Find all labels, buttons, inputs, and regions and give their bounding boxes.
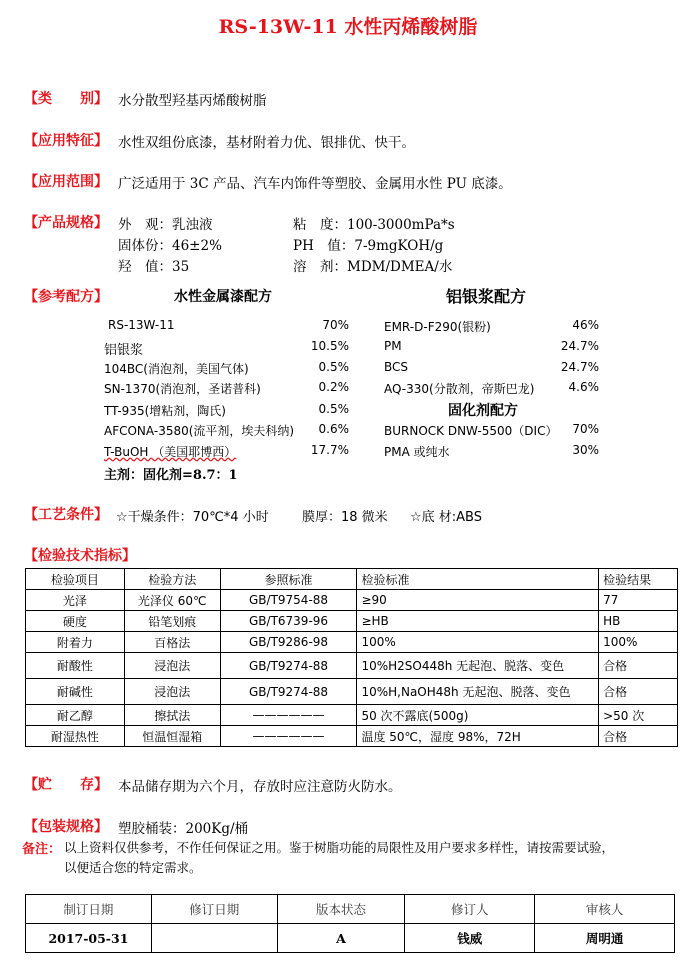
metal-item-name: AFCONA-3580(流平剂，埃夫科纳)	[104, 424, 295, 438]
inspection-table	[25, 568, 678, 747]
table-cell: 浸泡法	[124, 653, 220, 679]
silver-item-name: EMR-D-F290(银粉)	[384, 320, 491, 334]
storage-label: 【贮 存】	[24, 777, 108, 793]
spec-ph: PH 值：7-9mgKOH/g	[293, 238, 444, 254]
table-cell: 50 次不露底(500g)	[357, 705, 599, 726]
table-row	[26, 726, 678, 747]
inspection-label: 【检验技术指标】	[24, 548, 136, 564]
table-cell: 耐酸性	[26, 653, 125, 679]
scope-label: 【应用范围】	[24, 174, 108, 190]
curing-item-value: 30%	[572, 443, 599, 457]
table-row	[26, 653, 678, 679]
formula-label: 【参考配方】	[24, 289, 108, 305]
process-film: 膜厚：18 微米	[302, 510, 388, 525]
revision-value-row	[26, 924, 675, 953]
table-cell: ——————	[220, 726, 357, 747]
metal-item-name: SN-1370(消泡剂，圣诺普科)	[104, 382, 261, 396]
table-cell: 硬度	[26, 611, 125, 632]
revision-value	[151, 924, 277, 953]
revision-header: 审核人	[535, 895, 675, 924]
storage-text: 本品储存期为六个月，存放时应注意防火防水。	[118, 779, 402, 795]
table-cell: 百格法	[124, 632, 220, 653]
silver-item-value: 24.7%	[560, 339, 599, 353]
silver-formula-title: 铝银浆配方	[446, 287, 527, 306]
revision-header: 修订人	[405, 895, 535, 924]
revision-value: 周明通	[535, 924, 675, 953]
category-label: 【类 别】	[24, 91, 108, 107]
process-dry: ☆干燥条件：70℃*4 小时	[116, 510, 269, 525]
metal-item-value: 0.5%	[318, 402, 349, 416]
curing-item-value: 70%	[572, 422, 599, 436]
table-cell: 恒温恒湿箱	[124, 726, 220, 747]
specs-label: 【产品规格】	[24, 215, 108, 231]
metal-item-value: 17.7%	[310, 443, 349, 457]
metal-item-name: RS-13W-11	[108, 318, 175, 332]
table-row	[26, 632, 678, 653]
revision-header: 版本状态	[277, 895, 405, 924]
table-header: 参照标准	[220, 569, 357, 590]
table-cell: 浸泡法	[124, 679, 220, 705]
table-cell: 耐碱性	[26, 679, 125, 705]
note-label: 备注：	[22, 842, 62, 857]
table-cell: 擦拭法	[124, 705, 220, 726]
metal-item-value: 0.5%	[318, 360, 349, 374]
metal-item-value: 70%	[322, 318, 349, 332]
table-cell: GB/T6739-96	[220, 611, 357, 632]
note-line-2: 以便适合您的特定需求。	[64, 860, 202, 875]
table-cell: 77	[599, 590, 678, 611]
features-label: 【应用特征】	[24, 133, 108, 149]
metal-item-name: TT-935(增粘剂，陶氏)	[104, 404, 226, 418]
ratio-text: 主剂：固化剂=8.7：1	[104, 468, 238, 483]
table-row	[26, 590, 678, 611]
table-cell: 合格	[599, 653, 678, 679]
table-cell: GB/T9274-88	[220, 653, 357, 679]
table-cell: 合格	[599, 679, 678, 705]
process-substrate: ☆底 材:ABS	[410, 510, 483, 525]
table-header: 检验结果	[599, 569, 678, 590]
table-cell: 铅笔划痕	[124, 611, 220, 632]
table-cell: 耐湿热性	[26, 726, 125, 747]
process-label: 【工艺条件】	[24, 507, 108, 523]
table-header: 检验项目	[26, 569, 125, 590]
spec-hydroxyl: 羟 值：35	[118, 259, 190, 275]
table-row	[26, 611, 678, 632]
spec-appearance: 外 观：乳浊液	[118, 217, 213, 233]
revision-value: 2017-05-31	[26, 924, 152, 953]
table-row	[26, 679, 678, 705]
silver-item-value: 4.6%	[568, 380, 599, 394]
metal-item-name: 铝银浆	[104, 343, 144, 358]
curing-item-name: PMA 或纯水	[384, 445, 450, 459]
revision-table	[25, 894, 675, 953]
features-text: 水性双组份底漆，基材附着力优、银排优、快干。	[118, 135, 415, 151]
table-cell: >50 次	[599, 705, 678, 726]
silver-item-value: 46%	[572, 318, 599, 332]
table-cell: 10%H2SO448h 无起泡、脱落、变色	[357, 653, 599, 679]
table-cell: 合格	[599, 726, 678, 747]
packaging-text: 塑胶桶装：200Kg/桶	[118, 821, 249, 837]
table-cell: 温度 50℃，湿度 98%，72H	[357, 726, 599, 747]
silver-item-name: AQ-330(分散剂，帝斯巴龙)	[384, 382, 535, 396]
table-cell: 100%	[599, 632, 678, 653]
table-cell: ——————	[220, 705, 357, 726]
revision-header-row	[26, 895, 675, 924]
category-text: 水分散型羟基丙烯酸树脂	[118, 93, 267, 109]
table-cell: 100%	[357, 632, 599, 653]
metal-item-value: 0.2%	[318, 380, 349, 394]
silver-item-value: 24.7%	[560, 360, 599, 374]
metal-formula-title: 水性金属漆配方	[174, 289, 272, 305]
table-row	[26, 705, 678, 726]
table-header: 检验方法	[124, 569, 220, 590]
revision-value: 钱威	[405, 924, 535, 953]
silver-item-name: PM	[384, 339, 402, 353]
spec-viscosity: 粘 度：100-3000mPa*s	[293, 217, 455, 233]
table-header: 检验标准	[357, 569, 599, 590]
page-title: RS-13W-11 水性丙烯酸树脂	[218, 16, 478, 38]
table-cell: GB/T9286-98	[220, 632, 357, 653]
curing-item-name: BURNOCK DNW-5500（DIC）	[384, 424, 558, 438]
table-cell: 10%H,NaOH48h 无起泡、脱落、变色	[357, 679, 599, 705]
table-cell: ≥90	[357, 590, 599, 611]
table-cell: HB	[599, 611, 678, 632]
spec-solids: 固体份：46±2%	[118, 238, 222, 254]
revision-header: 修订日期	[151, 895, 277, 924]
table-cell: 耐乙醇	[26, 705, 125, 726]
revision-header: 制订日期	[26, 895, 152, 924]
table-header-row	[26, 569, 678, 590]
silver-item-name: BCS	[384, 360, 409, 374]
packaging-label: 【包装规格】	[24, 819, 108, 835]
note-line-1: 以上资料仅供参考，不作任何保证之用。鉴于树脂功能的局限性及用户要求多样性，请按需要试验，	[64, 840, 615, 855]
scope-text: 广泛适用于 3C 产品、汽车内饰件等塑胶、金属用水性 PU 底漆。	[118, 176, 512, 192]
metal-item-name: 104BC(消泡剂，美国气体)	[104, 362, 249, 376]
table-cell: ≥HB	[357, 611, 599, 632]
spec-solvent: 溶 剂：MDM/DMEA/水	[293, 259, 453, 275]
metal-item-name: T-BuOH （美国耶博西）	[104, 445, 237, 459]
table-cell: GB/T9754-88	[220, 590, 357, 611]
table-cell: GB/T9274-88	[220, 679, 357, 705]
table-cell: 光泽	[26, 590, 125, 611]
curing-formula-title: 固化剂配方	[448, 403, 518, 419]
metal-item-value: 0.6%	[318, 422, 349, 436]
revision-value: A	[277, 924, 405, 953]
table-cell: 光泽仪 60℃	[124, 590, 220, 611]
metal-item-value: 10.5%	[310, 339, 349, 353]
table-cell: 附着力	[26, 632, 125, 653]
